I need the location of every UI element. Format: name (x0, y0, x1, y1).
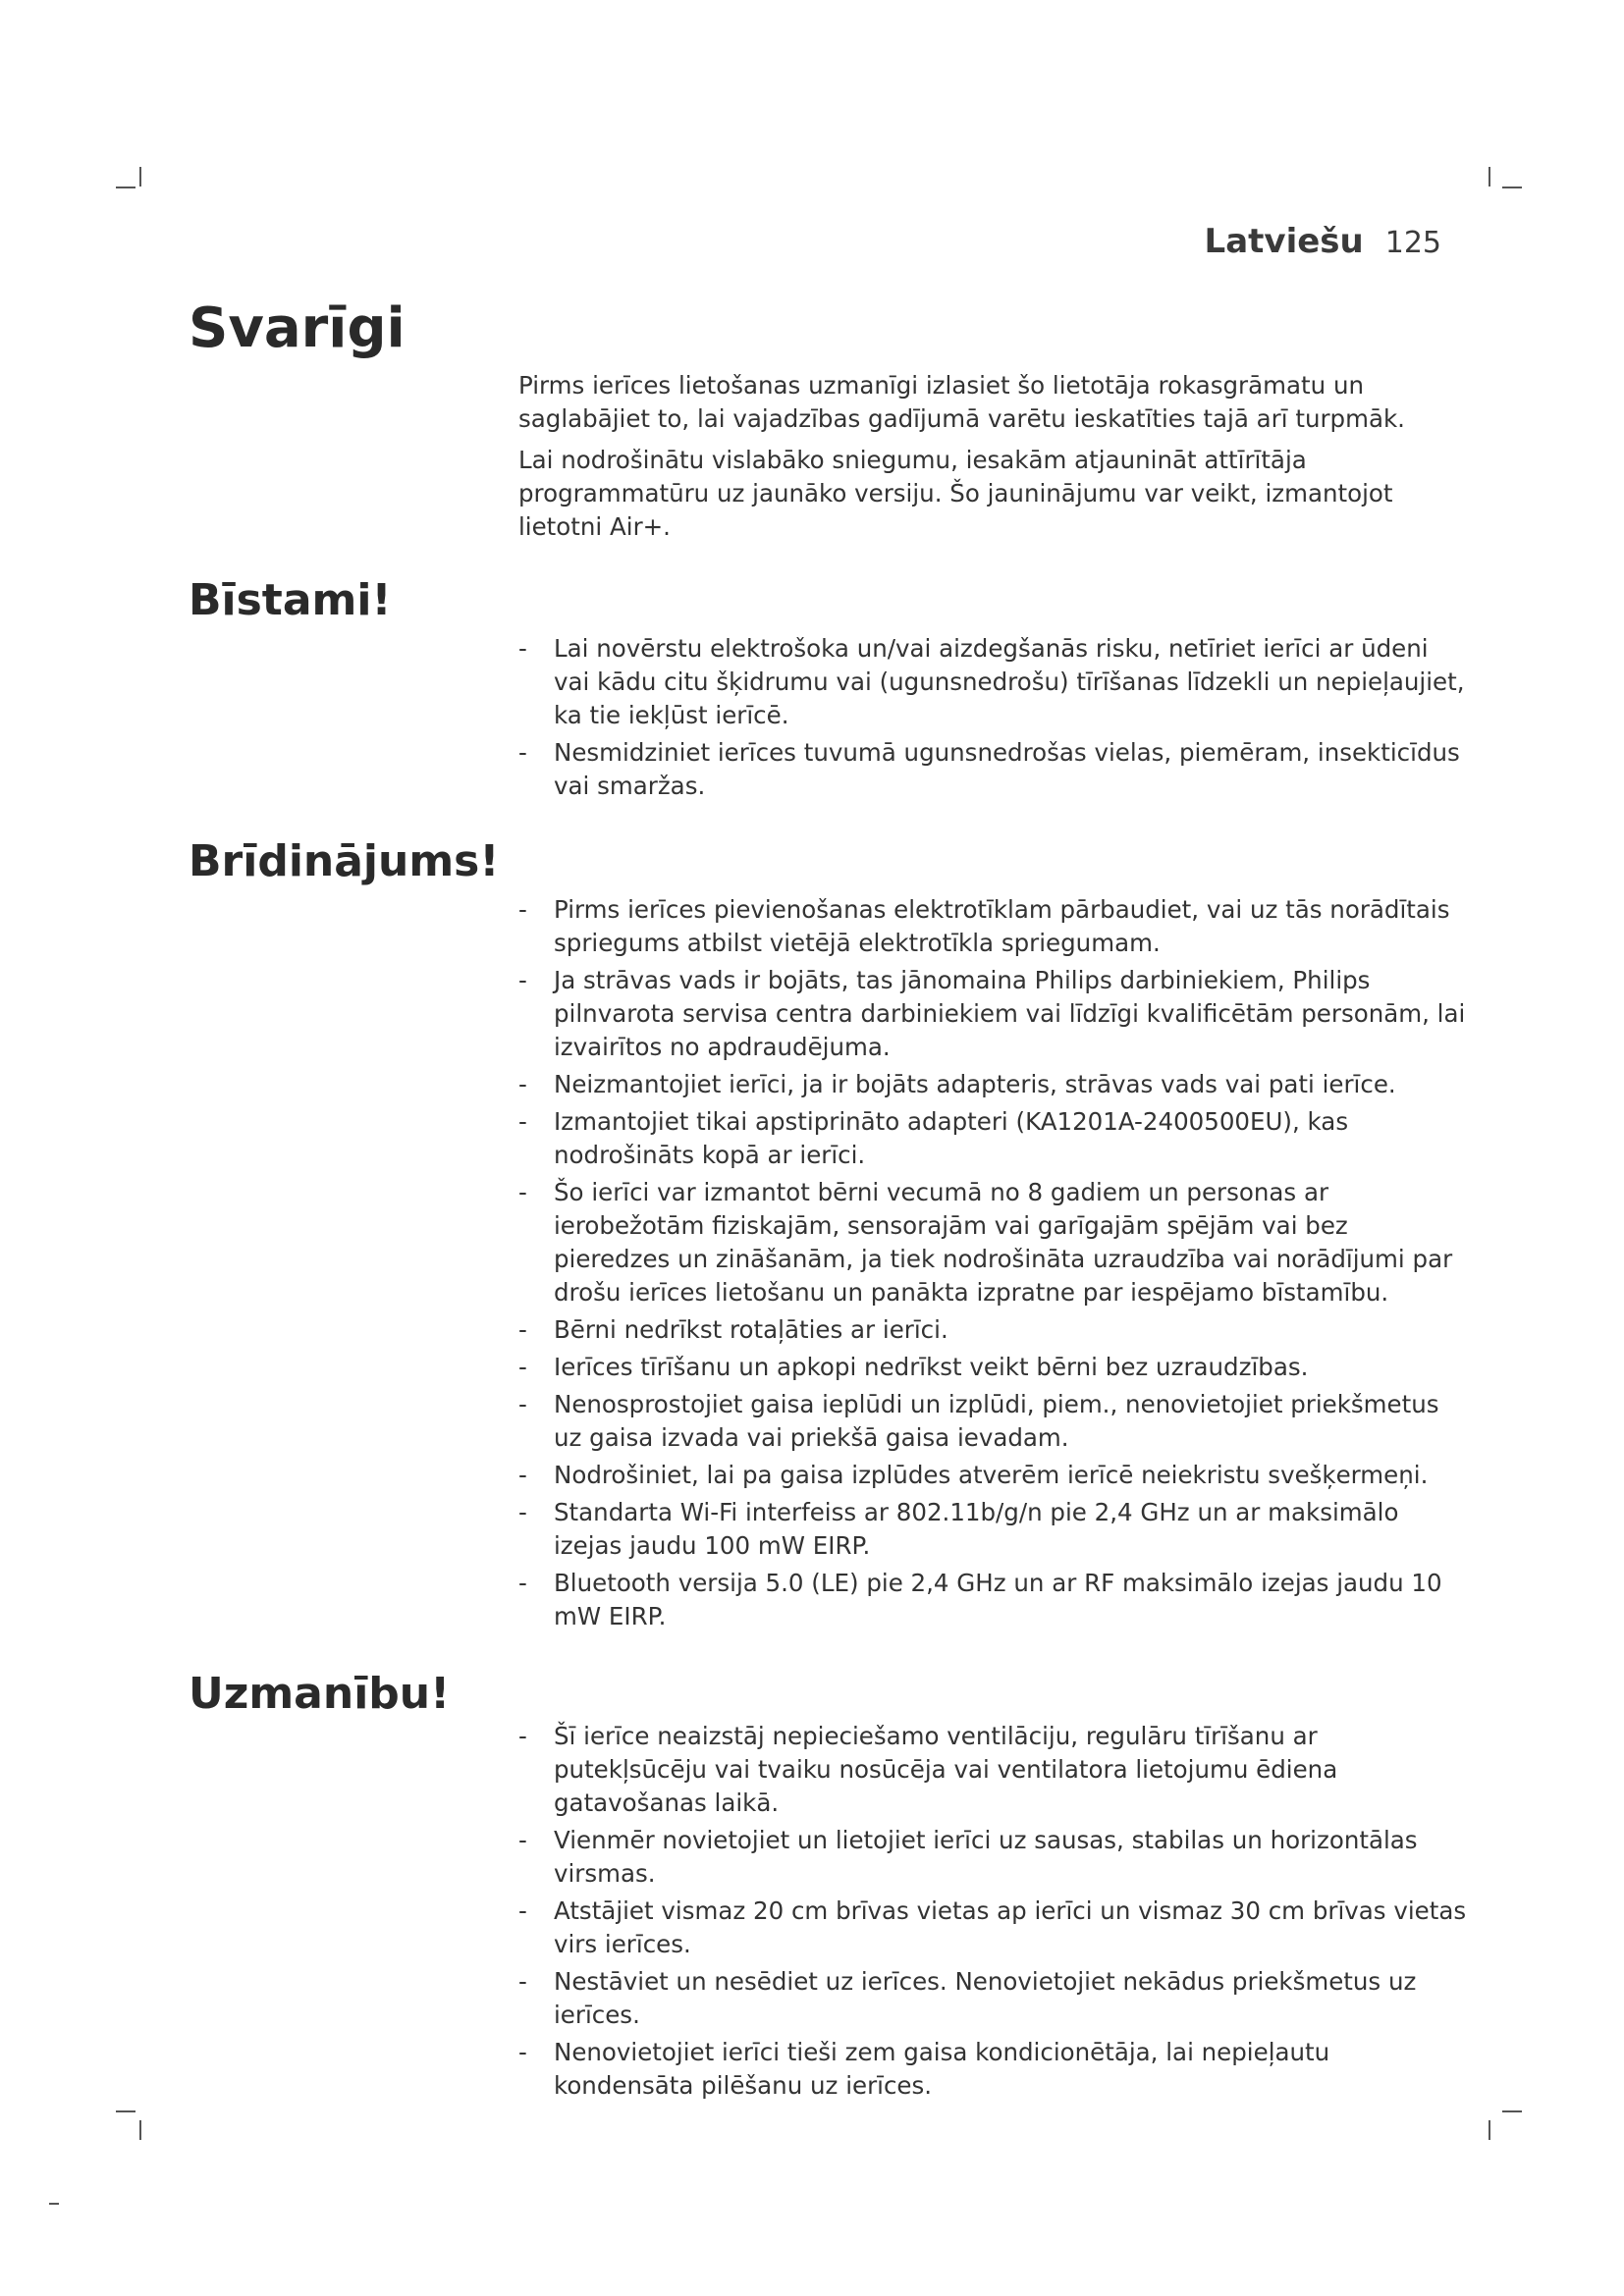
bullet-dash: - (518, 1569, 527, 1597)
crop-mark-bottom-right (1502, 2110, 1522, 2112)
danger-list (518, 632, 1469, 807)
list-item (518, 1824, 1469, 1891)
list-item (518, 893, 1469, 960)
page-number: 125 (1384, 226, 1441, 260)
bullet-dash: - (518, 895, 527, 924)
bullet-dash: - (518, 1390, 527, 1418)
section-heading-warning: Brīdinājums! (189, 836, 500, 886)
list-item (518, 1567, 1469, 1633)
section-heading-caution: Uzmanību! (189, 1669, 451, 1719)
section-heading-danger: Bīstami! (189, 575, 392, 625)
bullet-dash: - (518, 966, 527, 994)
list-item-text: Neizmantojiet ierīci, ja ir bojāts adapteris, strāvas vads vai pati ierīce. (554, 1070, 1396, 1098)
list-item-text: Nesmidziniet ierīces tuvumā ugunsnedrošas vielas, piemēram, insekticīdus vai smaržas. (554, 738, 1460, 800)
list-item (518, 1068, 1469, 1101)
list-item-text: Atstājiet vismaz 20 cm brīvas vietas ap ierīci un vismaz 30 cm brīvas vietas virs ierīces. (554, 1896, 1467, 1958)
list-item-text: Ierīces tīrīšanu un apkopi nedrīkst veikt bērni bez uzraudzības. (554, 1353, 1309, 1381)
list-item (518, 1459, 1469, 1492)
list-item (518, 964, 1469, 1064)
list-item (518, 1965, 1469, 2032)
bullet-dash: - (518, 738, 527, 767)
bullet-dash: - (518, 1967, 527, 1996)
crop-mark-bottom-right (1489, 2120, 1490, 2140)
list-item (518, 1496, 1469, 1563)
section-heading-important: Svarīgi (189, 296, 406, 360)
crop-mark-page-edge (49, 2203, 59, 2205)
bullet-dash: - (518, 1826, 527, 1854)
list-item-text: Pirms ierīces pievienošanas elektrotīklam pārbaudiet, vai uz tās norādītais spriegums atbilst vietējā elektrotīkla spriegumam. (554, 895, 1450, 957)
list-item-text: Nodrošiniet, lai pa gaisa izplūdes atverēm ierīcē neiekristu svešķermeņi. (554, 1461, 1429, 1489)
bullet-dash: - (518, 1722, 527, 1750)
list-item (518, 1313, 1469, 1347)
list-item-text: Nestāviet un nesēdiet uz ierīces. Nenovietojiet nekādus priekšmetus uz ierīces. (554, 1967, 1417, 2029)
list-item (518, 736, 1469, 803)
page-header (1205, 222, 1441, 261)
list-item-text: Ja strāvas vads ir bojāts, tas jānomaina Philips darbiniekiem, Philips pilnvarota servisa centra darbiniekiem vai līdzīgi kvalificētām personām, lai izvairītos no apdraudējuma. (554, 966, 1466, 1061)
list-item-text: Nenovietojiet ierīci tieši zem gaisa kondicionētāja, lai nepieļautu kondensāta pilēšanu uz ierīces. (554, 2038, 1330, 2100)
bullet-dash: - (518, 1461, 527, 1489)
list-item-text: Bērni nedrīkst rotaļāties ar ierīci. (554, 1315, 948, 1344)
list-item-text: Bluetooth versija 5.0 (LE) pie 2,4 GHz un ar RF maksimālo izejas jaudu 10 mW EIRP. (554, 1569, 1442, 1630)
intro-paragraph: Pirms ierīces lietošanas uzmanīgi izlasiet šo lietotāja rokasgrāmatu un saglabājiet to, lai vajadzības gadījumā varētu ieskatīties tajā arī turpmāk. (518, 371, 1405, 433)
list-item (518, 632, 1469, 732)
crop-mark-bottom-left (116, 2110, 135, 2112)
list-item-text: Šo ierīci var izmantot bērni vecumā no 8 gadiem un personas ar ierobežotām fiziskajām, sensorajām vai garīgajām spējām vai bez pieredzes un zināšanām, ja tiek nodrošināta uzraudzība vai norādījumi par drošu ierīces lietošanu un panākta izpratne par iespējamo bīstamību. (554, 1178, 1453, 1307)
bullet-dash: - (518, 1315, 527, 1344)
crop-mark-top-right (1502, 187, 1522, 188)
bullet-dash: - (518, 1070, 527, 1098)
crop-mark-bottom-left (139, 2120, 141, 2140)
crop-mark-top-left (139, 167, 141, 187)
warning-list (518, 893, 1469, 1637)
update-paragraph: Lai nodrošinātu vislabāko sniegumu, iesakām atjaunināt attīrītāja programmatūru uz jaunāko versiju. Šo jauninājumu var veikt, izmantojot lietotni Air+. (518, 446, 1393, 541)
bullet-dash: - (518, 1498, 527, 1526)
bullet-dash: - (518, 1896, 527, 1925)
language-label: Latviešu (1204, 222, 1364, 261)
crop-mark-top-left (116, 187, 135, 188)
bullet-dash: - (518, 1178, 527, 1206)
list-item (518, 2036, 1469, 2103)
caution-list (518, 1720, 1469, 2107)
list-item-text: Šī ierīce neaizstāj nepieciešamo ventilāciju, regulāru tīrīšanu ar putekļsūcēju vai tvaiku nosūcēja vai ventilatora lietojumu ēdiena gatavošanas laikā. (554, 1722, 1338, 1817)
bullet-dash: - (518, 1107, 527, 1136)
list-item-text: Lai novērstu elektrošoka un/vai aizdegšanās risku, netīriet ierīci ar ūdeni vai kādu citu šķidrumu vai (ugunsnedrošu) tīrīšanas līdzekli un nepieļaujiet, ka tie iekļūst ierīcē. (554, 634, 1465, 729)
list-item (518, 1895, 1469, 1961)
list-item-text: Vienmēr novietojiet un lietojiet ierīci uz sausas, stabilas un horizontālas virsmas. (554, 1826, 1418, 1888)
bullet-dash: - (518, 2038, 527, 2066)
list-item (518, 1388, 1469, 1455)
list-item (518, 1351, 1469, 1384)
crop-mark-top-right (1489, 167, 1490, 187)
list-item-text: Standarta Wi-Fi interfeiss ar 802.11b/g/n pie 2,4 GHz un ar maksimālo izejas jaudu 100 mW EIRP. (554, 1498, 1399, 1560)
list-item (518, 1720, 1469, 1820)
list-item-text: Nenosprostojiet gaisa ieplūdi un izplūdi, piem., nenovietojiet priekšmetus uz gaisa izvada vai priekšā gaisa ievadam. (554, 1390, 1439, 1452)
bullet-dash: - (518, 634, 527, 663)
list-item (518, 1176, 1469, 1309)
bullet-dash: - (518, 1353, 527, 1381)
list-item (518, 1105, 1469, 1172)
list-item-text: Izmantojiet tikai apstiprināto adapteri (KA1201A-2400500EU), kas nodrošināts kopā ar ierīci. (554, 1107, 1349, 1169)
